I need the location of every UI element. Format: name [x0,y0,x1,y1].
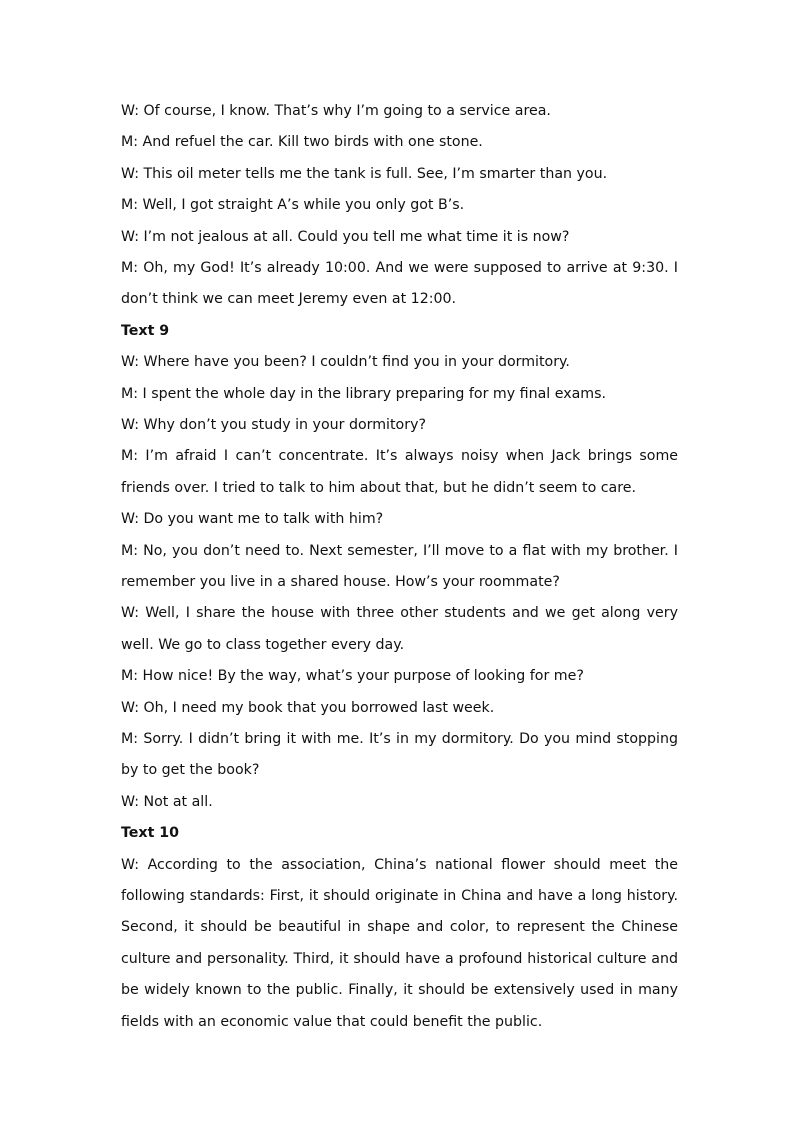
dialogue-line: W: Do you want me to talk with him? [121,511,384,528]
dialogue-line: W: Well, I share the house with three other students and we get along very well. We go to class together every day. [121,605,678,653]
document-page [121,96,678,1038]
dialogue-line: W: This oil meter tells me the tank is full. See, I’m smarter than you. [121,165,608,182]
dialogue-line: M: No, you don’t need to. Next semester, I’ll move to a flat with my brother. I remember you live in a shared house. How’s your roommate? [121,542,678,590]
dialogue-line: M: How nice! By the way, what’s your purpose of looking for me? [121,668,584,685]
dialogue-line: M: Well, I got straight A’s while you only got B’s. [121,197,465,214]
dialogue-line: M: And refuel the car. Kill two birds with one stone. [121,134,483,151]
dialogue-line: M: I’m afraid I can’t concentrate. It’s always noisy when Jack brings some friends over. I tried to talk to him about that, but he didn’t seem to care. [121,448,678,496]
dialogue-line: M: I spent the whole day in the library preparing for my final exams. [121,385,607,402]
section-heading-text-10: Text 10 [121,825,180,842]
dialogue-line: W: Why don’t you study in your dormitory? [121,416,426,433]
dialogue-line: W: Of course, I know. That’s why I’m going to a service area. [121,103,551,119]
dialogue-line: W: I’m not jealous at all. Could you tell me what time it is now? [121,228,570,245]
dialogue-line: W: Not at all. [121,793,213,810]
section-heading-text-9: Text 9 [121,322,170,339]
dialogue-line: M: Sorry. I didn’t bring it with me. It’s in my dormitory. Do you mind stopping by to get the book? [121,730,678,779]
dialogue-line: W: Where have you been? I couldn’t find you in your dormitory. [121,354,570,371]
dialogue-line: M: Oh, my God! It’s already 10:00. And we were supposed to arrive at 9:30. I don’t think we can meet Jeremy even at 12:00. [121,259,678,308]
dialogue-line: W: Oh, I need my book that you borrowed last week. [121,699,495,716]
monologue-paragraph: W: According to the association, China’s national flower should meet the following standards: First, it should originate in China and have a long history. Second, it should be beautiful in shape and color, to represent the Chinese culture and personality. Third, it should have a profound historical culture and be widely known to the public. Finally, it should be extensively used in many fields with an economic value that could benefit the public. [121,856,678,1030]
